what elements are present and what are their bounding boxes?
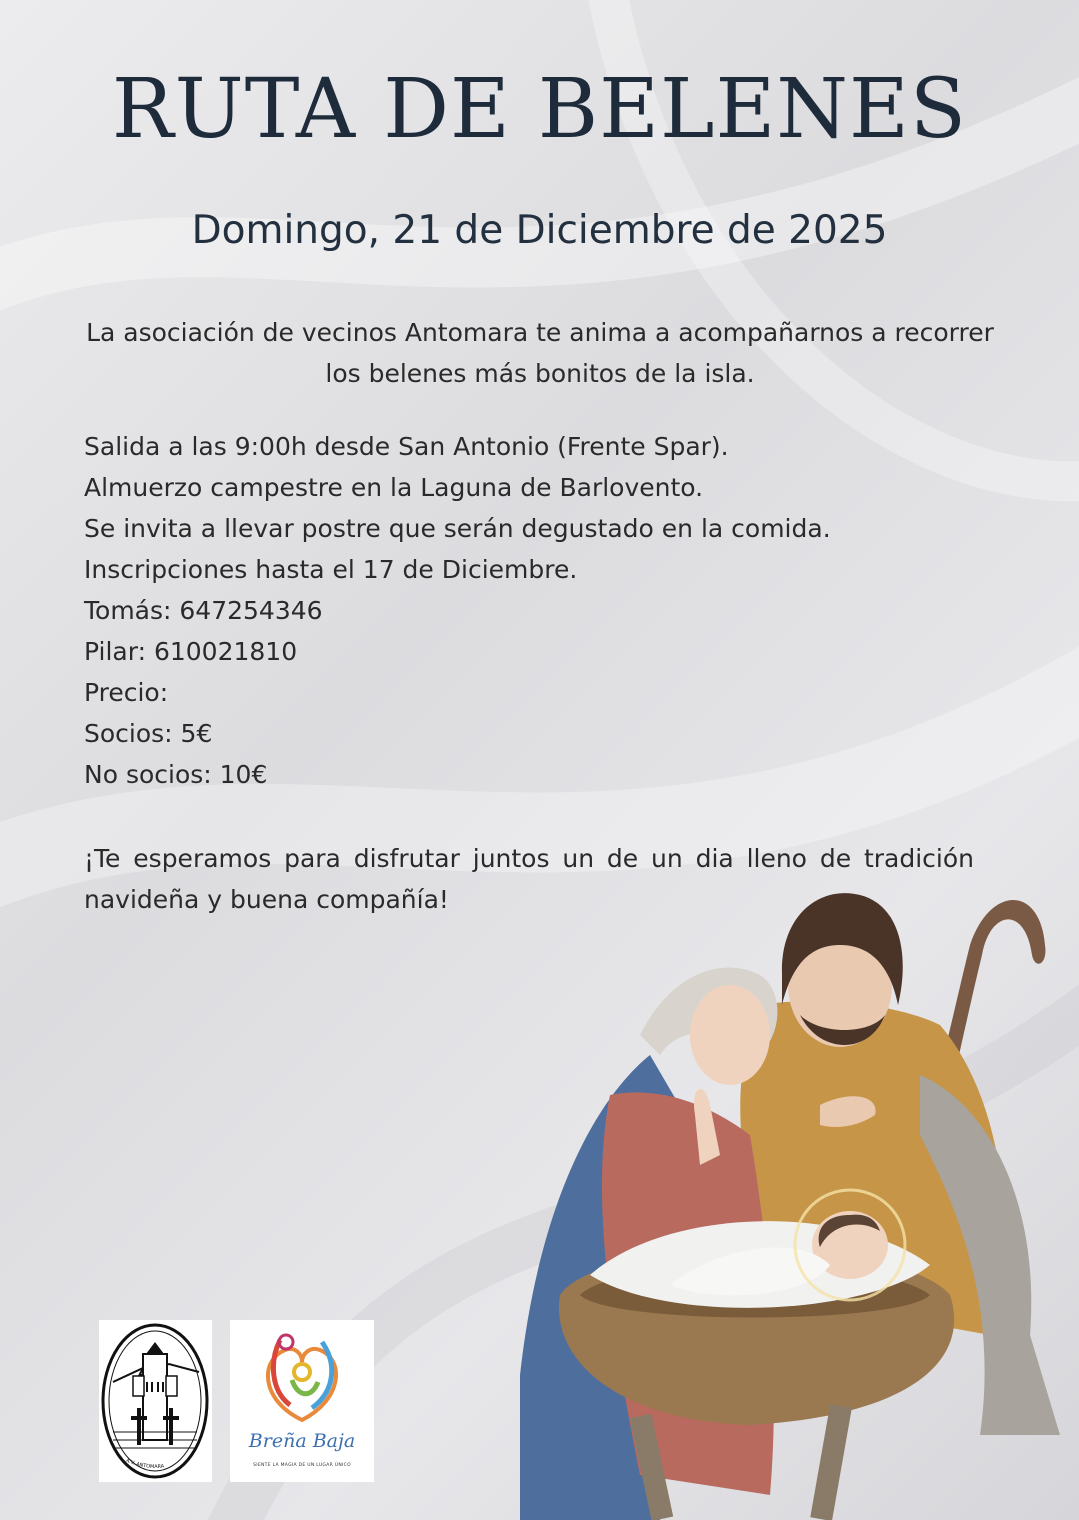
family-heart-logo-icon <box>230 1320 374 1430</box>
event-details-list <box>84 426 831 795</box>
intro-text: La asociación de vecinos Antomara te anima a acompañarnos a recorrer los belenes más bonitos de la isla. <box>86 318 994 388</box>
price-heading: Precio: <box>84 678 169 707</box>
detail-departure: Salida a las 9:00h desde San Antonio (Frente Spar). <box>84 432 729 461</box>
brena-baja-name: Breña Baja <box>248 1430 356 1452</box>
association-logo-text: A.V. ANTOMARA <box>124 1457 165 1471</box>
detail-lunch: Almuerzo campestre en la Laguna de Barlovento. <box>84 473 704 502</box>
price-members: Socios: 5€ <box>84 719 213 748</box>
brena-baja-logo <box>230 1320 374 1482</box>
church-tower-crosses-emblem-icon <box>99 1320 212 1482</box>
association-logo <box>99 1320 212 1482</box>
closing-message: ¡Te esperamos para disfrutar juntos un de un dia lleno de tradición navideña y buena compañía! <box>84 844 974 914</box>
detail-registration: Inscripciones hasta el 17 de Diciembre. <box>84 555 578 584</box>
price-non-members: No socios: 10€ <box>84 760 268 789</box>
detail-dessert: Se invita a llevar postre que serán degustado en la comida. <box>84 514 831 543</box>
contact-tomas: Tomás: 647254346 <box>84 596 323 625</box>
event-date: Domingo, 21 de Diciembre de 2025 <box>191 208 888 253</box>
brena-baja-tagline: SIENTE LA MAGIA DE UN LUGAR ÚNICO <box>253 1463 351 1468</box>
poster-title: RUTA DE BELENES <box>111 62 968 157</box>
contact-pilar: Pilar: 610021810 <box>84 637 298 666</box>
holy-family-nativity-illustration-icon <box>520 875 1060 1520</box>
